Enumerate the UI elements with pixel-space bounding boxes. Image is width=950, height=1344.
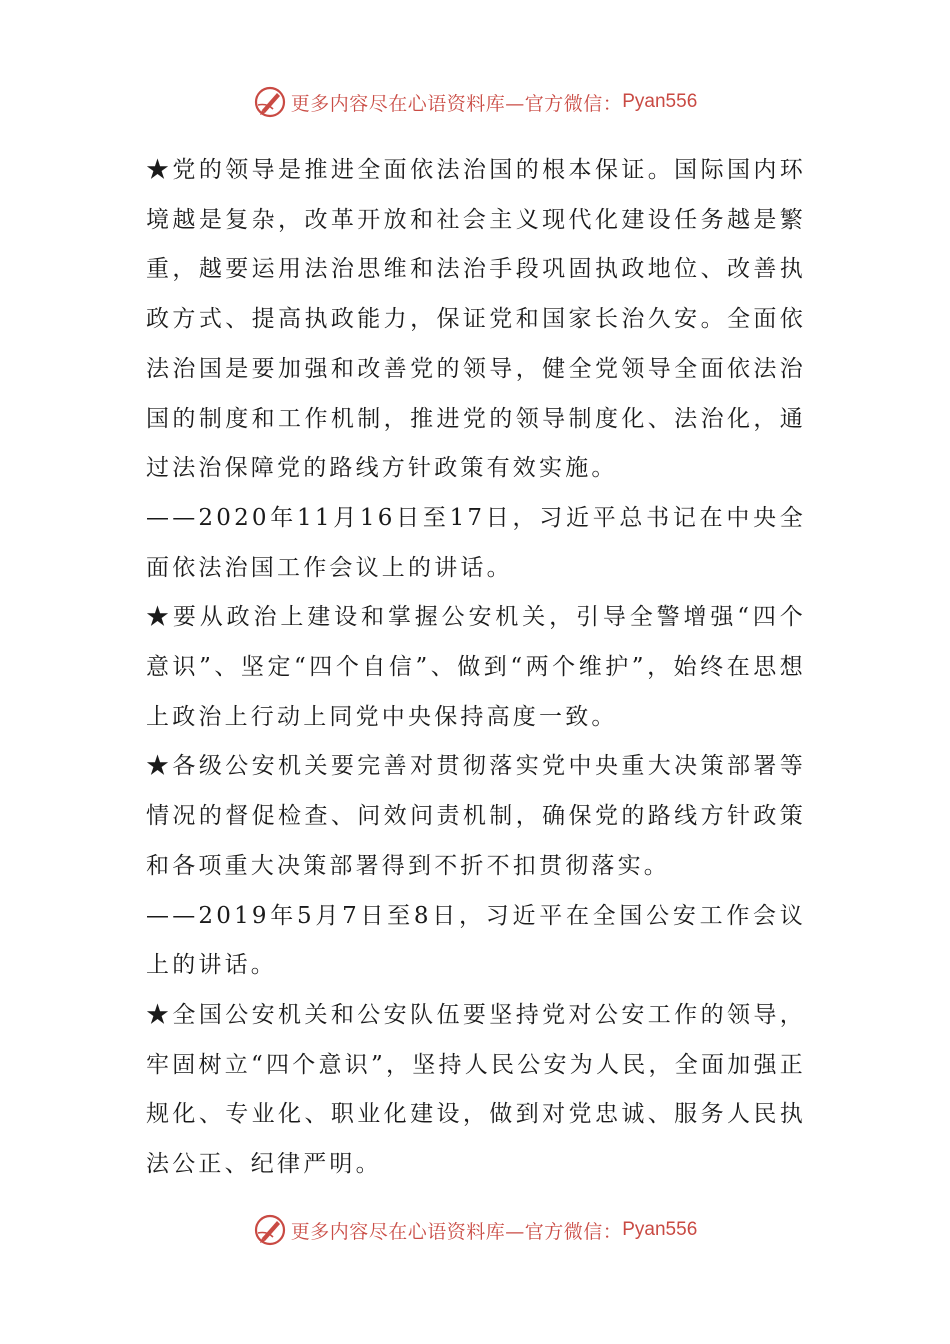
banner-text: 更多内容尽在心语资料库—官方微信： <box>290 92 623 115</box>
banner-wechat-id: Pyan556 <box>622 1219 698 1240</box>
banner-wechat-id: Pyan556 <box>622 91 698 112</box>
paragraph: ★党的领导是推进全面依法治国的根本保证。国际国内环境越是复杂，改革开放和社会主义现代化建设任务越是繁重，越要运用法治思维和法治手段巩固执政地位、改善执政方式、提高执政能力，保证党和国家长治久安。全面依法治国是要加强和改善党的领导，健全党领导全面依法治国的制度和工作机制，推进党的领导制度化、法治化，通过法治保障党的路线方针政策有效实施。 <box>146 157 806 482</box>
document-body <box>146 146 806 1190</box>
paragraph: ★要从政治上建设和掌握公安机关，引导全警增强“四个意识”、坚定“四个自信”、做到“两个维护”，始终在思想上政治上行动上同党中央保持高度一致。 <box>146 604 806 730</box>
paragraph: ——2020年11月16日至17日，习近平总书记在中央全面依法治国工作会议上的讲话。 <box>146 504 806 581</box>
header-banner <box>0 82 950 122</box>
banner-text: 更多内容尽在心语资料库—官方微信： <box>290 1220 623 1243</box>
paragraph: ★各级公安机关要完善对贯彻落实党中央重大决策部署等情况的督促检查、问效问责机制，确保党的路线方针政策和各项重大决策部署得到不折不扣贯彻落实。 <box>146 753 806 879</box>
paragraph: ——2019年5月7日至8日，习近平在全国公安工作会议上的讲话。 <box>146 902 806 979</box>
pen-logo-icon <box>253 85 287 119</box>
paragraph: ★全国公安机关和公安队伍要坚持党对公安工作的领导，牢固树立“四个意识”，坚持人民公安为人民，全面加强正规化、专业化、职业化建设，做到对党忠诚、服务人民执法公正、纪律严明。 <box>146 1001 806 1178</box>
pen-logo-icon <box>253 1213 287 1247</box>
footer-banner <box>0 1210 950 1250</box>
